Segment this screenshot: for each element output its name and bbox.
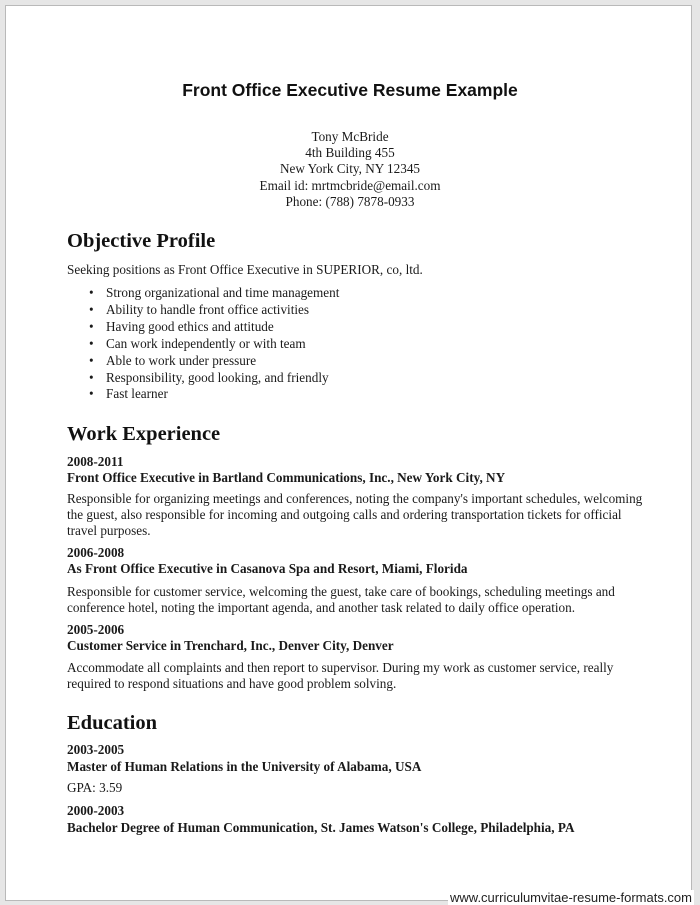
skill-item bbox=[67, 386, 339, 403]
skill-item bbox=[67, 285, 339, 302]
contact-block bbox=[0, 129, 700, 210]
skill-text: Ability to handle front office activities bbox=[106, 301, 310, 317]
job-title: As Front Office Executive in Casanova Spa and Resort, Miami, Florida bbox=[67, 561, 468, 576]
education-gpa: GPA: 3.59 bbox=[67, 780, 123, 795]
resume-title: Front Office Executive Resume Example bbox=[182, 80, 518, 100]
skill-text: Responsibility, good looking, and friendly bbox=[106, 369, 329, 385]
bullet-icon: • bbox=[89, 318, 94, 334]
skill-text: Having good ethics and attitude bbox=[106, 318, 274, 334]
skill-text: Can work independently or with team bbox=[106, 335, 306, 351]
job-description: Responsible for customer service, welcoming the guest, take care of bookings, scheduling meetings and conference hotel, noting the important agenda, and another task related to daily office operation. bbox=[67, 584, 615, 616]
objective-summary: Seeking positions as Front Office Executive in SUPERIOR, co, ltd. bbox=[67, 262, 423, 277]
education-degree: Bachelor Degree of Human Communication, St. James Watson's College, Philadelphia, PA bbox=[67, 820, 575, 835]
job-title: Customer Service in Trenchard, Inc., Denver City, Denver bbox=[67, 638, 394, 653]
job-period: 2008-2011 bbox=[67, 454, 124, 469]
education-heading: Education bbox=[67, 712, 157, 734]
bullet-icon: • bbox=[89, 386, 94, 402]
skill-item bbox=[67, 319, 339, 336]
watermark-url: www.curriculumvitae-resume-formats.com bbox=[450, 890, 692, 905]
skills-list bbox=[67, 285, 339, 403]
education-period: 2003-2005 bbox=[67, 742, 125, 757]
skill-text: Strong organizational and time management bbox=[106, 285, 340, 300]
job-period: 2005-2006 bbox=[67, 622, 125, 637]
bullet-icon: • bbox=[89, 369, 94, 385]
skill-item bbox=[67, 302, 339, 319]
bullet-icon: • bbox=[89, 335, 94, 351]
skill-item bbox=[67, 370, 339, 387]
bullet-icon: • bbox=[89, 285, 94, 300]
work-heading: Work Experience bbox=[67, 423, 221, 445]
job-description: Accommodate all complaints and then report to supervisor. During my work as customer service, really required to respond situations and have good problem solving. bbox=[67, 660, 614, 692]
contact-phone: Phone: (788) 7878-0933 bbox=[285, 193, 415, 209]
contact-address-line1: 4th Building 455 bbox=[305, 145, 395, 161]
skill-item bbox=[67, 336, 339, 353]
job-description: Responsible for organizing meetings and conferences, noting the company's important schedules, welcoming the guest, also responsible for incoming and outgoing calls and ordering transportation tickets for official travel purposes. bbox=[67, 491, 643, 539]
contact-name: Tony McBride bbox=[311, 129, 389, 144]
skill-text: Able to work under pressure bbox=[106, 352, 257, 368]
education-period: 2000-2003 bbox=[67, 803, 125, 818]
skill-item bbox=[67, 353, 339, 370]
job-period: 2006-2008 bbox=[67, 545, 125, 560]
contact-address-line2: New York City, NY 12345 bbox=[279, 161, 421, 177]
bullet-icon: • bbox=[89, 301, 94, 317]
skill-text: Fast learner bbox=[106, 386, 168, 402]
objective-heading: Objective Profile bbox=[67, 230, 216, 252]
contact-email: Email id: mrtmcbride@email.com bbox=[259, 177, 441, 193]
education-degree: Master of Human Relations in the University of Alabama, USA bbox=[67, 759, 422, 774]
bullet-icon: • bbox=[89, 352, 94, 368]
job-title: Front Office Executive in Bartland Communications, Inc., New York City, NY bbox=[67, 470, 506, 485]
